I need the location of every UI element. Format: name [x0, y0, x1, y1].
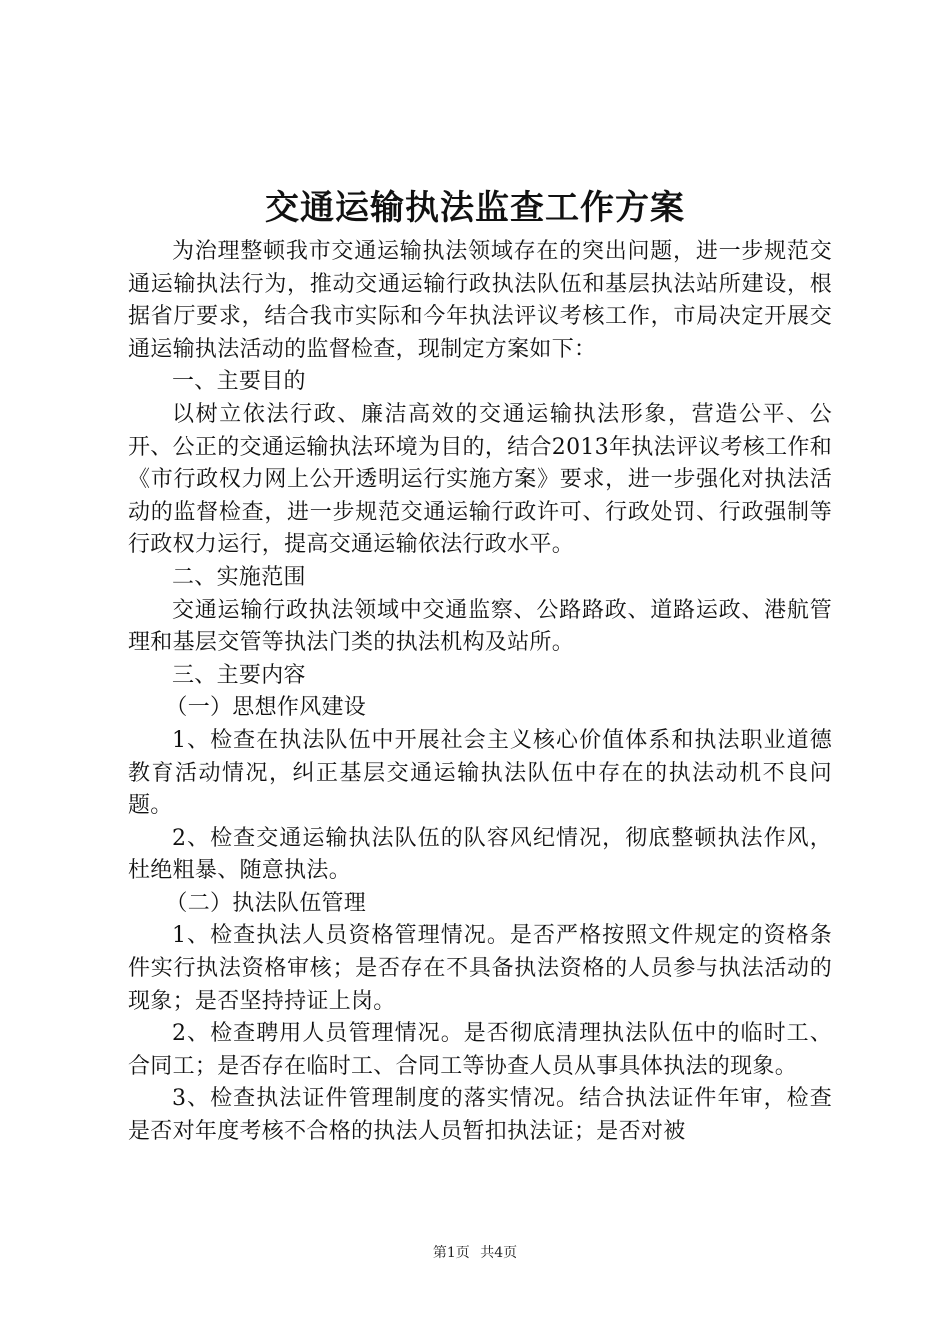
section-heading-purpose: 一、主要目的: [172, 369, 306, 395]
paragraph-purpose: 以树立依法行政、廉洁高效的交通运输执法形象，营造公平、公开、公正的交通运输执法环境为目的，结合2013年执法评议考核工作和《市行政权力网上公开透明运行实施方案》要求，进一步强化对执法活动的监督检查，进一步规范交通运输行政许可、行政处罚、行政强制等行政权力运行，提高交通运输依法行政水平。: [128, 401, 832, 558]
section-heading-content: 三、主要内容: [172, 662, 306, 688]
document-title: 交通运输执法监查工作方案: [265, 188, 685, 228]
page-number: 第1页: [432, 1245, 470, 1261]
page-footer: [0, 1243, 950, 1263]
subsection-heading-style: （一）思想作风建设: [165, 695, 367, 721]
paragraph-intro: 为治理整顿我市交通运输执法领域存在的突出问题，进一步规范交通运输执法行为，推动交通运输行政执法队伍和基层执法站所建设，根据省厅要求，结合我市实际和今年执法评议考核工作，市局决定开展交通运输执法活动的监督检查，现制定方案如下：: [128, 239, 832, 362]
paragraph-style-item-1: 1、检查在执法队伍中开展社会主义核心价值体系和执法职业道德教育活动情况，纠正基层交通运输执法队伍中存在的执法动机不良问题。: [128, 727, 832, 819]
paragraph-team-item-1: 1、检查执法人员资格管理情况。是否严格按照文件规定的资格条件实行执法资格审核；是否存在不具备执法资格的人员参与执法活动的现象；是否坚持持证上岗。: [128, 923, 832, 1014]
paragraph-team-item-3: 3、检查执法证件管理制度的落实情况。结合执法证件年审，检查是否对年度考核不合格的执法人员暂扣执法证；是否对被: [128, 1086, 832, 1145]
paragraph-scope: 交通运输行政执法领域中交通监察、公路路政、道路运政、港航管理和基层交管等执法门类的执法机构及站所。: [128, 597, 832, 656]
paragraph-team-item-2: 2、检查聘用人员管理情况。是否彻底清理执法队伍中的临时工、合同工；是否存在临时工、合同工等协查人员从事具体执法的现象。: [128, 1021, 832, 1079]
document-body: [128, 236, 832, 1149]
paragraph-style-item-2: 2、检查交通运输执法队伍的队容风纪情况，彻底整顿执法作风，杜绝粗暴、随意执法。: [128, 825, 832, 884]
page-total: 共4页: [480, 1245, 518, 1261]
subsection-heading-team: （二）执法队伍管理: [165, 890, 367, 916]
section-heading-scope: 二、实施范围: [172, 564, 306, 590]
